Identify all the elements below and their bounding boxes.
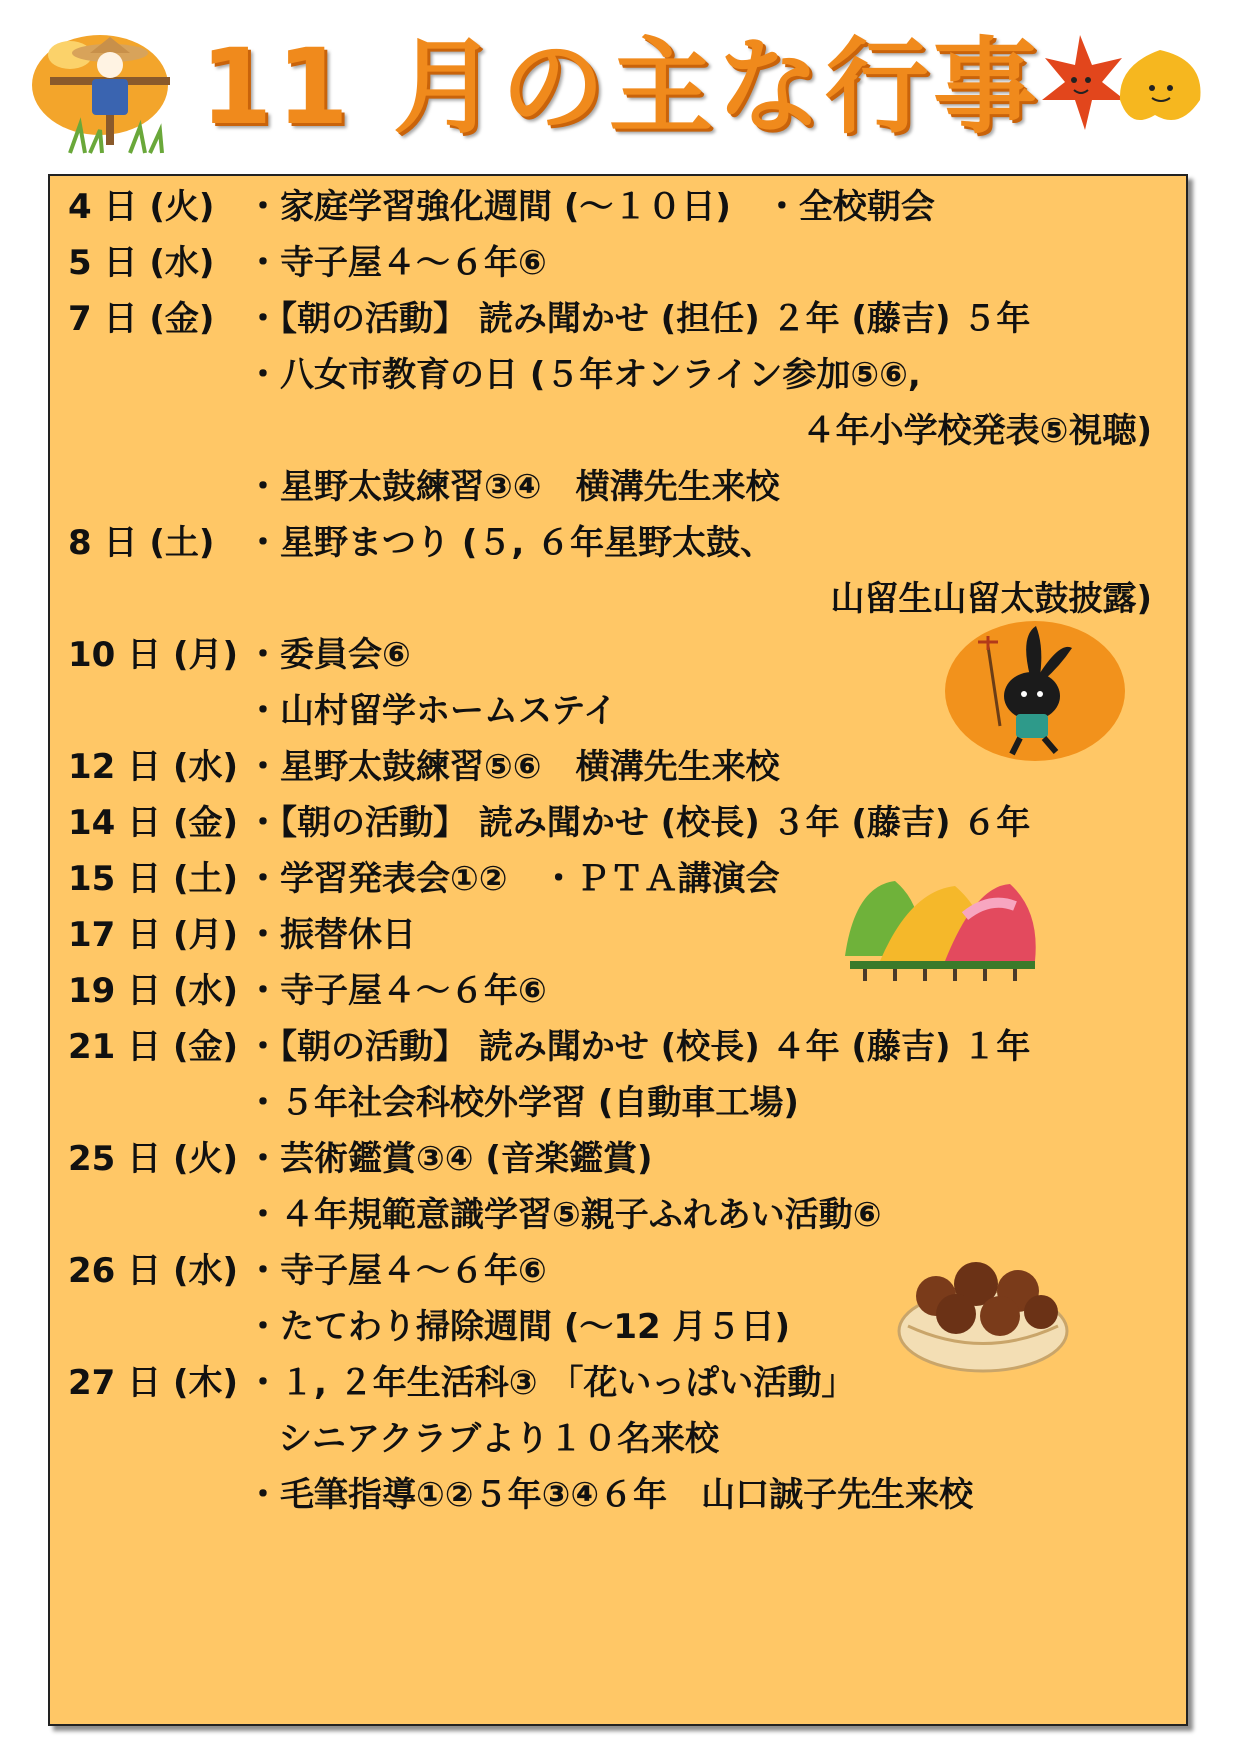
event-text: ・たてわり掃除週間 (～12 月５日) <box>246 1307 791 1347</box>
rabbit-illustration <box>940 616 1130 766</box>
event-row <box>50 344 1190 406</box>
event-date: 21 日 (金) <box>68 1027 239 1067</box>
event-text: ・５年社会科校外学習 (自動車工場) <box>246 1083 799 1123</box>
event-row <box>50 1464 1190 1526</box>
autumn-trees-illustration <box>825 866 1055 986</box>
event-text: ・１, ２年生活科③ 「花いっぱい活動」 <box>246 1363 856 1403</box>
event-row <box>50 288 1190 350</box>
event-text: 山留生山留太鼓披露) <box>830 579 1152 619</box>
event-text: ・４年規範意識学習⑤親子ふれあい活動⑥ <box>246 1195 882 1235</box>
event-text: ・星野まつり (５, ６年星野太鼓、 <box>246 523 775 563</box>
event-row <box>50 400 1190 462</box>
event-row <box>50 792 1190 854</box>
event-date: 4 日 (火) <box>68 187 215 227</box>
event-text: ・毛筆指導①②５年③④６年 山口誠子先生来校 <box>246 1475 974 1515</box>
event-date: 12 日 (水) <box>68 747 239 787</box>
event-text: ・【朝の活動】 読み聞かせ (校長) ４年 (藤吉) １年 <box>246 1027 1031 1067</box>
page-title: 11 月の主な行事 <box>200 26 1041 148</box>
event-row <box>50 176 1190 238</box>
event-date: 26 日 (水) <box>68 1251 239 1291</box>
event-date: 27 日 (木) <box>68 1363 239 1403</box>
event-text: ・山村留学ホームステイ <box>246 691 617 731</box>
event-row <box>50 456 1190 518</box>
event-date: 19 日 (水) <box>68 971 239 1011</box>
scarecrow-illustration <box>30 25 195 160</box>
event-date: 5 日 (水) <box>68 243 215 283</box>
autumn-leaves-illustration <box>1030 30 1210 145</box>
event-date: 8 日 (土) <box>68 523 215 563</box>
event-text: ・寺子屋４～６年⑥ <box>246 1251 547 1291</box>
event-text: ・寺子屋４～６年⑥ <box>246 243 547 283</box>
event-row <box>50 1072 1190 1134</box>
event-text: ・星野太鼓練習③④ 横溝先生来校 <box>246 467 780 507</box>
event-text: ・家庭学習強化週間 (～１０日) ・全校朝会 <box>246 187 935 227</box>
event-text: ・八女市教育の日 (５年オンライン参加⑤⑥, <box>246 355 921 395</box>
event-text: シニアクラブより１０名来校 <box>278 1419 719 1459</box>
event-row <box>50 512 1190 574</box>
event-text: ・委員会⑥ <box>246 635 411 675</box>
event-row <box>50 1408 1190 1470</box>
event-date: 17 日 (月) <box>68 915 239 955</box>
chestnut-basket-illustration <box>896 1236 1071 1376</box>
event-text: ・【朝の活動】 読み聞かせ (校長) ３年 (藤吉) ６年 <box>246 803 1031 843</box>
event-text: ・振替休日 <box>246 915 416 955</box>
event-text: ・星野太鼓練習⑤⑥ 横溝先生来校 <box>246 747 780 787</box>
event-text: ・芸術鑑賞③④ (音楽鑑賞) <box>246 1139 653 1179</box>
event-row <box>50 232 1190 294</box>
event-date: 7 日 (金) <box>68 299 215 339</box>
event-date: 15 日 (土) <box>68 859 239 899</box>
event-row <box>50 1016 1190 1078</box>
events-panel <box>48 174 1188 1726</box>
event-date: 14 日 (金) <box>68 803 239 843</box>
event-text: ・【朝の活動】 読み聞かせ (担任) ２年 (藤吉) ５年 <box>246 299 1031 339</box>
event-date: 25 日 (火) <box>68 1139 239 1179</box>
event-text: ・学習発表会①② ・ＰＴＡ講演会 <box>246 859 780 899</box>
event-text: ４年小学校発表⑤視聴) <box>801 411 1152 451</box>
event-text: ・寺子屋４～６年⑥ <box>246 971 547 1011</box>
event-row <box>50 1128 1190 1190</box>
event-date: 10 日 (月) <box>68 635 239 675</box>
header <box>0 0 1241 165</box>
